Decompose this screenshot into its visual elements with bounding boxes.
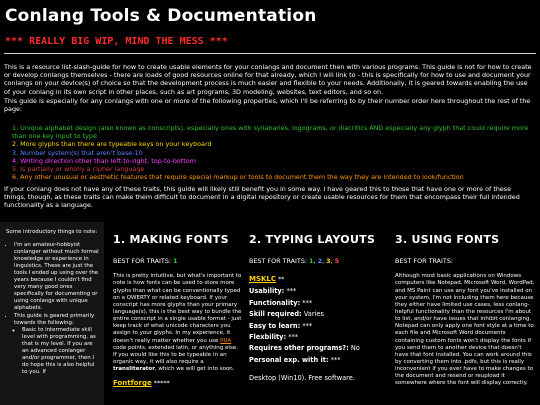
sidebar-bullet: • I'm an amateur-hobbyist conlanger without much formal knowledge or experience in linguistics. These are just the tools I ended up using over the years because I couldn't find very many good ones specifically for documenting or using conlangs with unique alphabets. bbox=[14, 242, 100, 312]
section-heading: 2. TYPING LAYOUTS bbox=[249, 233, 376, 246]
intro-notes-sidebar[interactable] bbox=[0, 222, 104, 405]
best-traits: BEST FOR TRAITS: 1 bbox=[113, 257, 178, 266]
tool-entry bbox=[113, 379, 243, 388]
sidebar-bullet: • This guide is geared primarily towards the following: ◦ Basic to intermediate skill level with programming, as that is my level. If you are an advanced conlanger and/or programmer, then I do hope this is also helpful to you. If bbox=[14, 313, 100, 376]
using-fonts-section bbox=[395, 233, 535, 388]
best-traits: BEST FOR TRAITS: bbox=[395, 257, 454, 266]
traits-note-paragraph: If your conlang does not have any of these traits, this guide will likely still benefit you in some way. I have geared this to those that have one or more of these things, though, as these traits can make them difficult to document in a digital repository or create usable resources for them that encompass their full intended functionality as a language. bbox=[4, 185, 520, 210]
functionality-rating: Functionality: *** bbox=[249, 298, 313, 307]
section-heading: 3. USING FONTS bbox=[395, 233, 500, 246]
traits-intro-paragraph: This guide is especially for any conlangs with one or more of the following properties, which I'll be referring to by their number order here throughout the rest of the page: bbox=[4, 97, 531, 114]
easy-to-learn: Easy to learn: *** bbox=[249, 321, 313, 330]
header-divider bbox=[4, 53, 536, 54]
trait-item: 6. Any other unusual or aesthetic features that require special markup or tools to document them the way they are intended to look/function bbox=[12, 173, 464, 182]
fontforge-link[interactable]: Fontforge bbox=[113, 379, 152, 388]
wip-banner: *** REALLY BIG WIP, MIND THE MESS *** bbox=[5, 36, 228, 47]
platform-info: Desktop (Win10). Free software. bbox=[249, 374, 355, 383]
traits-list bbox=[12, 124, 530, 181]
tool-rating: ***** bbox=[153, 379, 170, 388]
trait-item: 2. More glyphs than there are typeable keys on your keyboard bbox=[12, 140, 212, 149]
sidebar-sub-bullet: ◦ Basic to intermediate skill level with programming, as that is my level. If you are an advanced conlanger and/or programmer, then I do hope this is also helpful to you. If bbox=[22, 327, 100, 376]
skill-required: Skill required: Varies bbox=[249, 310, 324, 319]
sidebar-list bbox=[6, 242, 100, 376]
requires-other-programs: Requires other programs?: No bbox=[249, 344, 360, 353]
typing-layouts-section bbox=[249, 233, 379, 383]
trait-item: 3. Number system(s) that aren't base-10 bbox=[12, 148, 143, 157]
section-body: Although most basic applications on Windows computers like Notepad, Microsoft Word, WordPad, and MS Paint can use any font you've installed on your system, I'm not including them here because they either have limited use cases, less conlang-helpful functionality than the resources I'm about to list, and/or have issues that inhibit conlanging. Notepad can only apply one font style at a time to each file and Microsoft Word documents containing custom fonts won't display the fonts if you send them to another device that doesn't have that font installed. You can work around this by converting them into .pdfs, but this is really inconvenient if you ever have to make changes to the document and resend or reupload it somewhere where the font will display correctly. bbox=[395, 273, 535, 387]
personal-experience: Personal exp. with it: *** bbox=[249, 355, 341, 364]
trait-item: 5. Is partially or wholly a cipher language bbox=[12, 164, 145, 173]
tool-entry bbox=[249, 275, 379, 284]
flexibility-rating: Flexbility: *** bbox=[249, 332, 299, 341]
tool-rating: ** bbox=[278, 275, 285, 284]
section-heading: 1. MAKING FONTS bbox=[113, 233, 229, 246]
trait-item: 4. Writing direction other than left-to-right, top-to-bottom bbox=[12, 156, 196, 165]
transliterator-term: transliterator bbox=[113, 366, 155, 373]
best-traits: BEST FOR TRAITS: 1, 2, 3, 5 bbox=[249, 257, 340, 266]
intro-paragraph: This is a resource list-slash-guide for how to create usable elements for your conlangs and document then with various programs. This guide is not for how to create or develop conlangs themselves - there are loads of good resources online for that already, which I will link to - this is specifically for how to use and document your conlangs on your device(s) of choice so that the development process is much easier and flexible to your needs. Additionally, it is geared towards enabling the use of your conlang in its own script in other places, such as art programs, 3D modeling, websites, text editors, and so on. bbox=[4, 63, 532, 96]
msklc-link[interactable]: MSKLC bbox=[249, 275, 277, 284]
pua-link[interactable]: PUA bbox=[220, 337, 232, 344]
sidebar-intro: Some introductory things to note: bbox=[6, 229, 98, 235]
usability-rating: Usability: *** bbox=[249, 287, 297, 296]
page-title: Conlang Tools & Documentation bbox=[5, 6, 317, 26]
making-fonts-section bbox=[113, 233, 243, 388]
sidebar-sublist bbox=[14, 327, 100, 376]
section-body: This is pretty intuitive, but what's important to note is how fonts can be used to store more glyphs than what can be conventionally typed on a QWERTY or related keyboard. If your conscript has more glyphs than your primary language(s), this is the best way to bundle the entire conscript in a single usable format - just keep track of what unicode characters you assign to your glyphs. In my experience, it doesn't really matter whether you use PUA code points, extended latin, or anything else. If you would like this to be typeable in an organic way, it will also require a transliterator, which we will get into soon. bbox=[113, 273, 242, 373]
trait-item: 1. Unique alphabet design (also known as conscripts), especially ones with syllabaries, logograms, or diacritics AND especially any glyph that could require more than one key input to type bbox=[12, 124, 529, 141]
